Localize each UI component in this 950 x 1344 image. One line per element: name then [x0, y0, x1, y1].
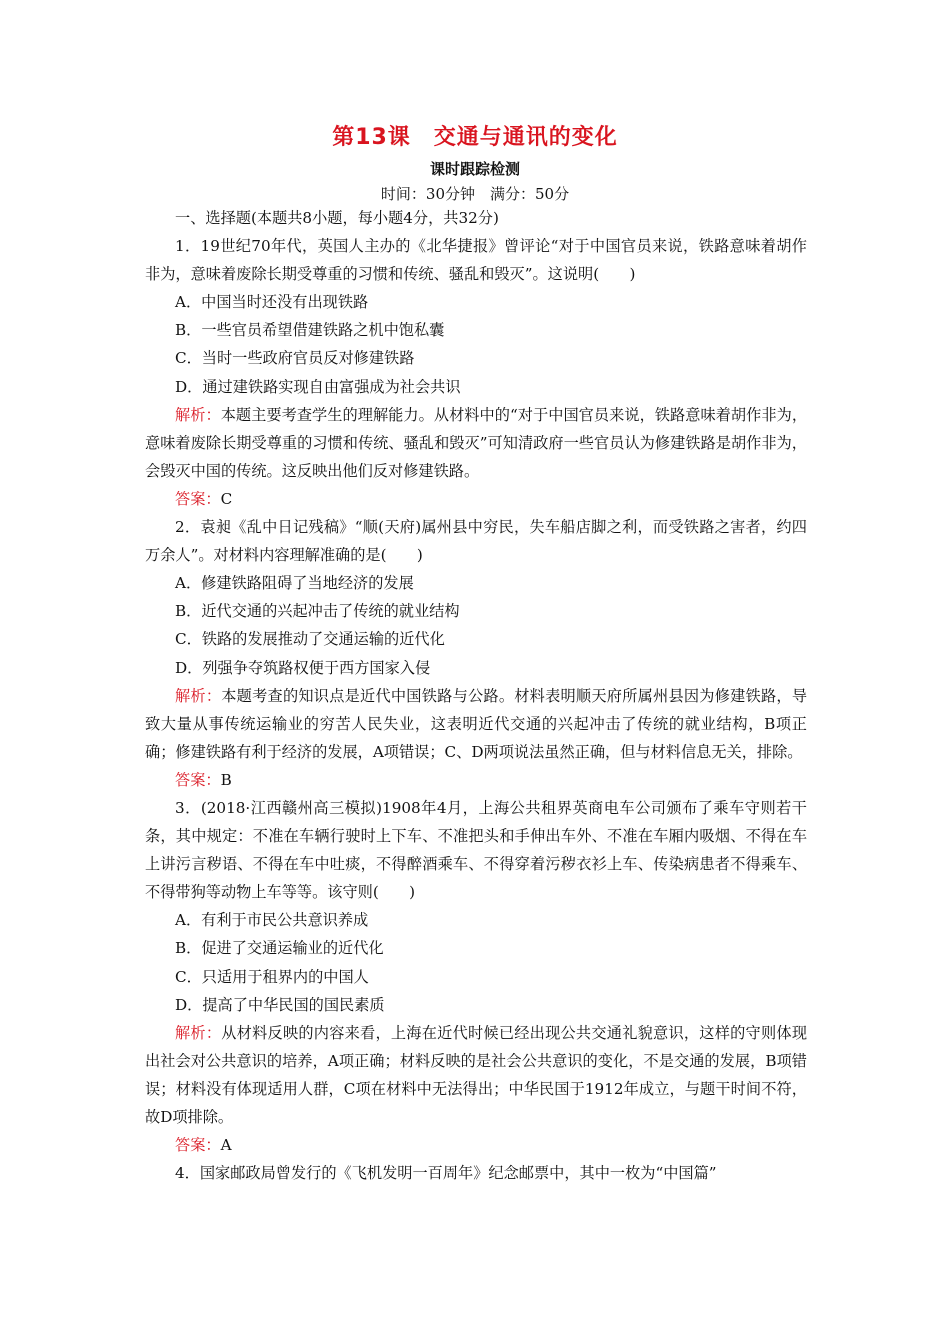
analysis-label: 解析： — [175, 686, 222, 705]
question-1-option-d: D．通过建铁路实现自由富强成为社会共识 — [175, 377, 461, 396]
question-1-answer — [145, 485, 807, 513]
question-1-option-b: B．一些官员希望借建铁路之机中饱私囊 — [175, 321, 445, 340]
subtitle: 课时跟踪检测 — [429, 160, 520, 178]
question-1-option-a: A．中国当时还没有出现铁路 — [175, 293, 369, 312]
answer-label: 答案： — [175, 489, 221, 508]
question-4-stem: 4．国家邮政局曾发行的《飞机发明一百周年》纪念邮票中，其中一枚为“中国篇” — [175, 1164, 717, 1183]
question-2-option-b: B．近代交通的兴起冲击了传统的就业结构 — [175, 602, 460, 621]
question-1-analysis-text: 本题主要考查学生的理解能力。从材料中的“对于中国官员来说，铁路意味着胡作非为，意味着废除长期受尊重的习惯和传统、骚乱和毁灭”可知清政府一些官员认为修建铁路是胡作非为，会毁灭中国的传统。这反映出他们反对修建铁路。 — [145, 405, 808, 480]
question-2-option-a: A．修建铁路阻碍了当地经济的发展 — [175, 574, 414, 593]
question-3-option-b: B．促进了交通运输业的近代化 — [175, 939, 384, 958]
question-2-analysis — [145, 682, 807, 766]
question-3-answer — [145, 1131, 807, 1159]
question-1-option-c: C．当时一些政府官员反对修建铁路 — [175, 349, 415, 368]
question-2-analysis-text: 本题考查的知识点是近代中国铁路与公路。材料表明顺天府所属州县因为修建铁路，导致大量从事传统运输业的穷苦人民失业，这表明近代交通的兴起冲击了传统的就业结构，B项正确；修建铁路有利于经济的发展，A项错误；C、D两项说法虽然正确，但与材料信息无关，排除。 — [145, 686, 808, 761]
analysis-label: 解析： — [175, 1023, 222, 1042]
question-1-analysis — [145, 401, 807, 485]
question-3-analysis — [145, 1019, 807, 1131]
section-heading: 一、选择题(本题共8小题，每小题4分，共32分) — [175, 209, 499, 227]
answer-label: 答案： — [175, 1136, 221, 1155]
document-body — [145, 204, 807, 1187]
time-info: 时间：30分钟 满分：50分 — [380, 185, 570, 203]
question-2-option-d: D．列强争夺筑路权便于西方国家入侵 — [175, 658, 431, 677]
question-2-stem: 2．袁昶《乱中日记残稿》“顺(天府)属州县中穷民，失车船店脚之利，而受铁路之害者，约四万余人”。对材料内容理解准确的是( ) — [145, 518, 807, 565]
question-1-stem: 1．19世纪70年代，英国人主办的《北华捷报》曾评论“对于中国官员来说，铁路意味着胡作非为，意味着废除长期受尊重的习惯和传统、骚乱和毁灭”。这说明( ) — [145, 237, 807, 284]
question-3-option-d: D．提高了中华民国的国民素质 — [175, 995, 385, 1014]
question-3-option-c: C．只适用于租界内的中国人 — [175, 967, 369, 986]
lesson-title: 第13课 交通与通讯的变化 — [332, 125, 618, 150]
question-3-analysis-text: 从材料反映的内容来看，上海在近代时候已经出现公共交通礼貌意识，这样的守则体现出社会对公共意识的培养，A项正确；材料反映的是社会公共意识的变化，不是交通的发展，B项错误；材料没有体现适用人群，C项在材料中无法得出；中华民国于1912年成立，与题干时间不符，故D项排除。 — [145, 1023, 808, 1126]
question-3-option-a: A．有利于市民公共意识养成 — [175, 911, 369, 930]
analysis-label: 解析： — [175, 405, 221, 424]
question-2-answer — [145, 766, 807, 794]
question-3-stem: 3．(2018·江西赣州高三模拟)1908年4月，上海公共租界英商电车公司颁布了乘车守则若干条，其中规定：不准在车辆行驶时上下车、不准把头和手伸出车外、不准在车厢内吸烟、不得在车上讲污言秽语、不得在车中吐痰，不得醉酒乘车、不得穿着污秽衣衫上车、传染病患者不得乘车、不得带狗等动物上车等等。该守则( ) — [145, 798, 807, 902]
answer-label: 答案： — [175, 770, 221, 789]
question-2-answer-value: B — [220, 770, 232, 789]
question-3-answer-value: A — [220, 1136, 232, 1155]
question-2-option-c: C．铁路的发展推动了交通运输的近代化 — [175, 630, 445, 649]
question-1-answer-value: C — [220, 489, 233, 508]
